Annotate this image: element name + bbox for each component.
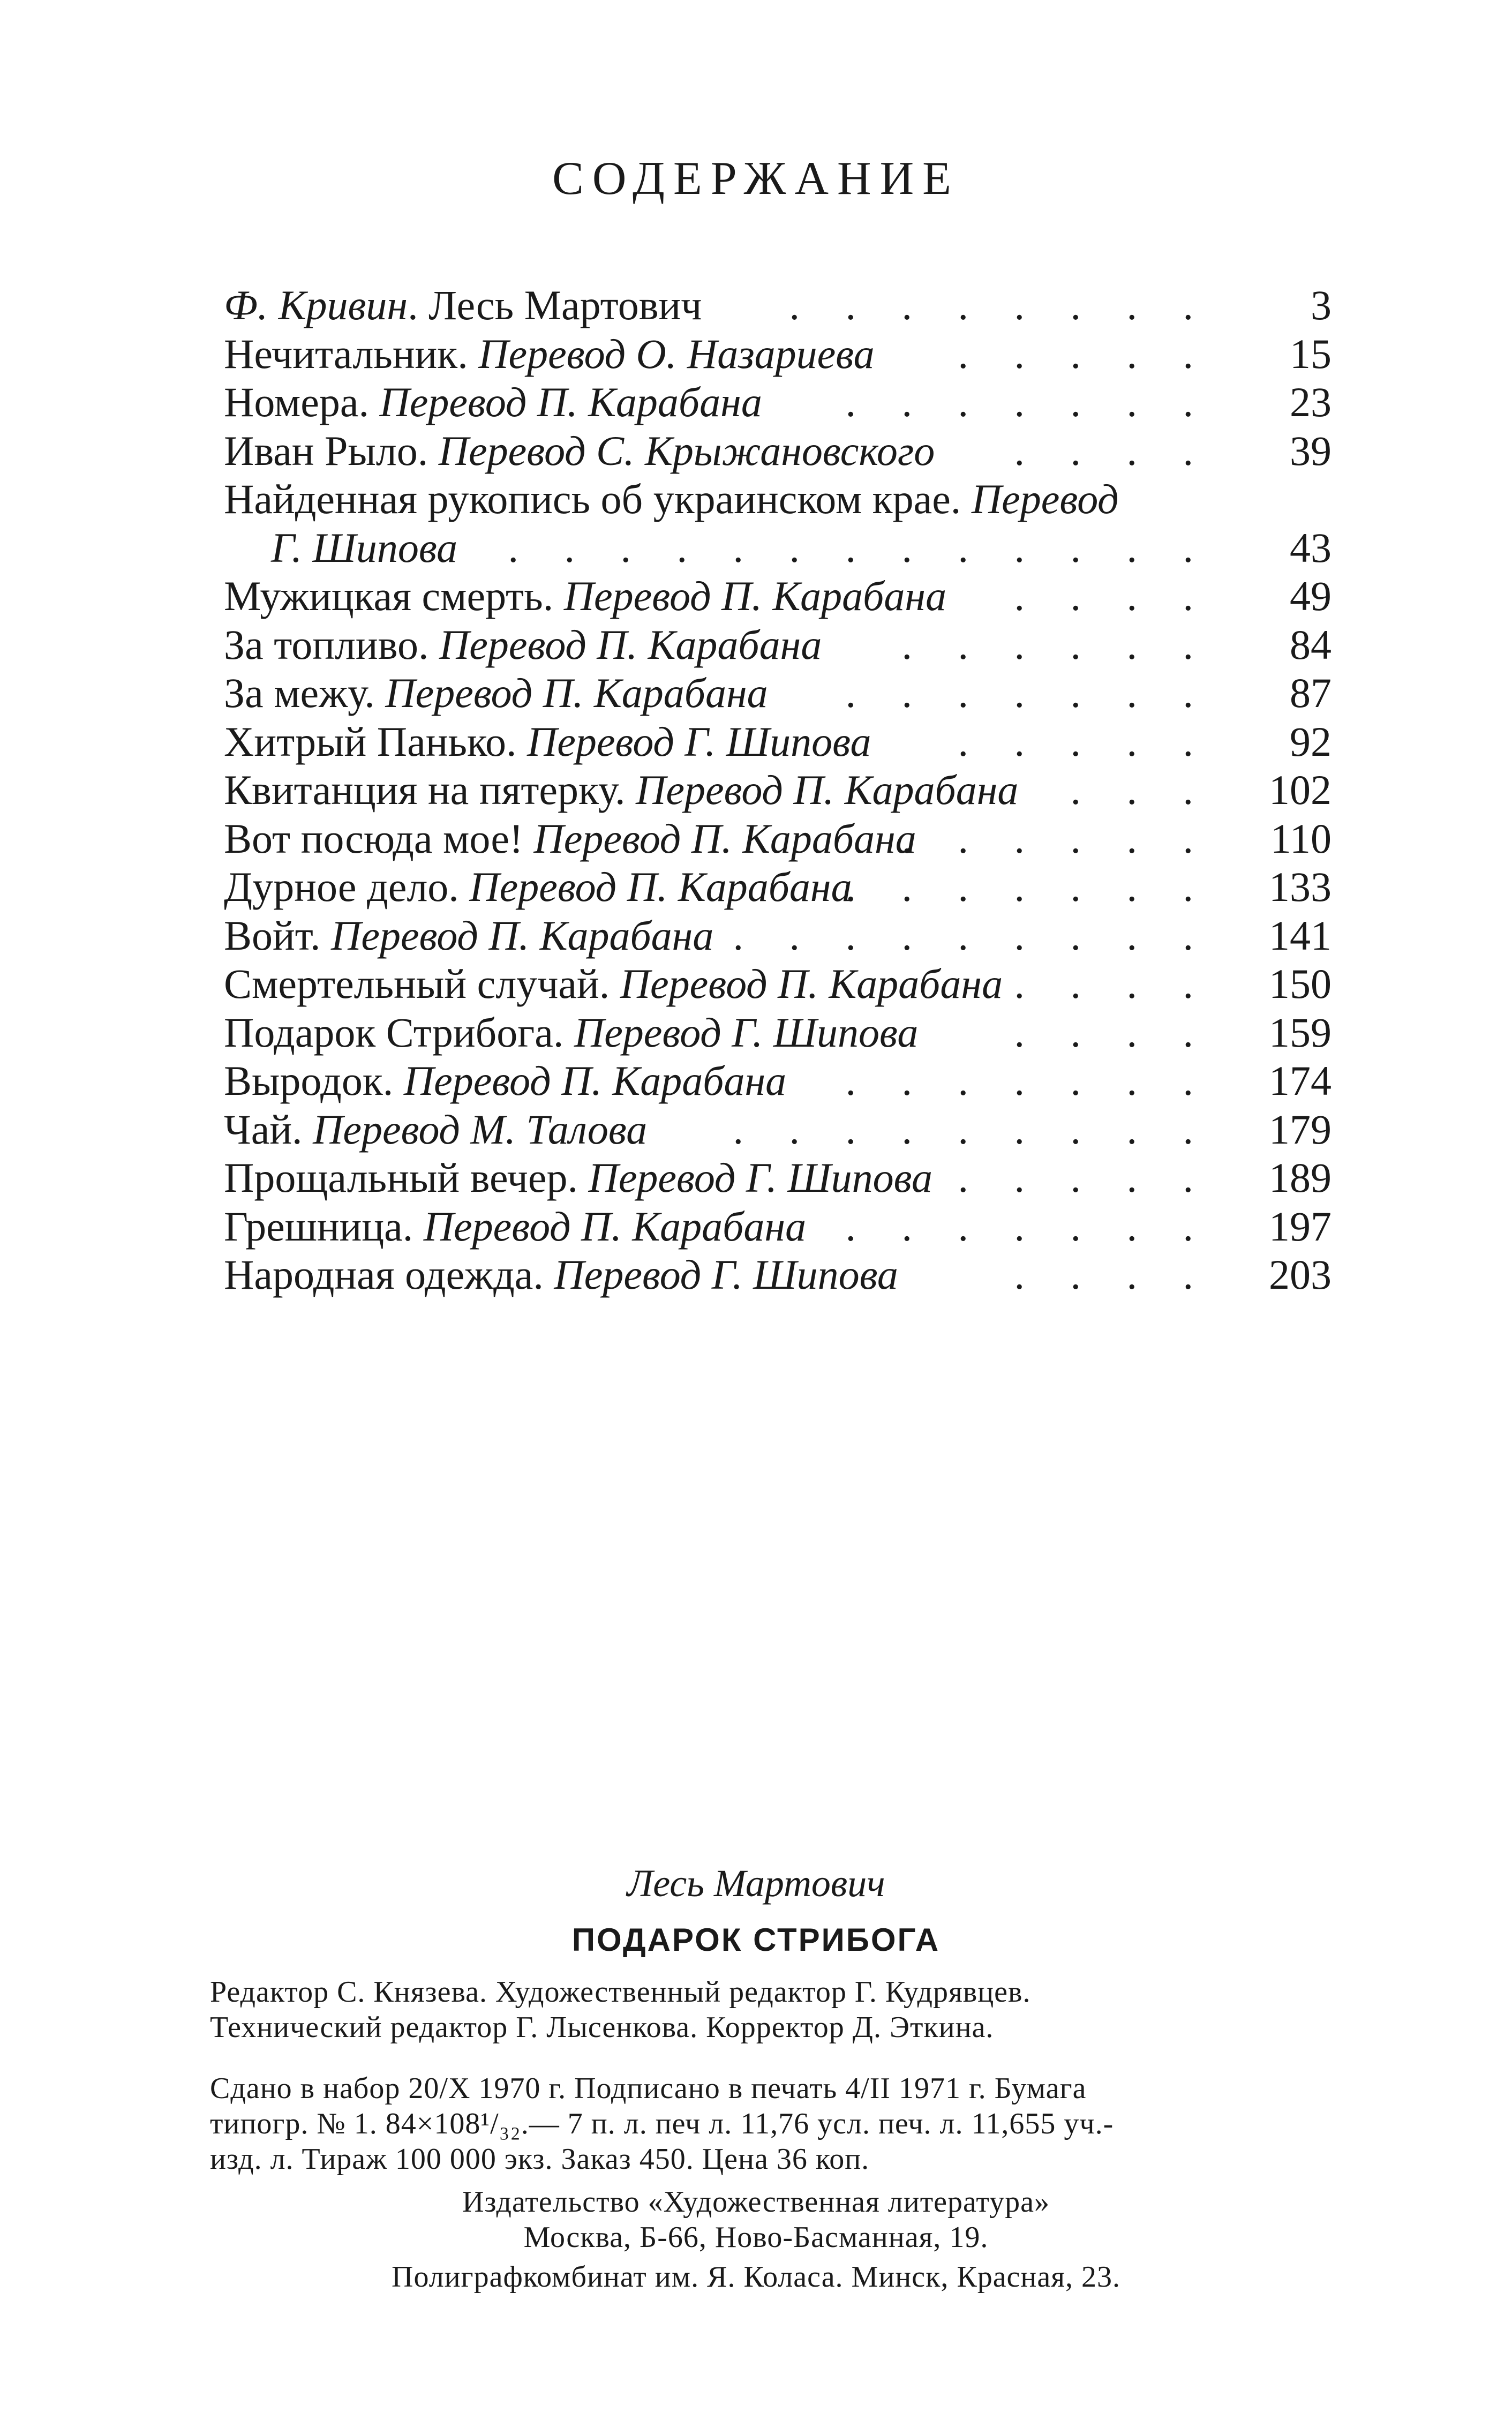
toc-entry-text [224, 621, 822, 670]
toc-leader-dots: . . . . [1014, 960, 1211, 1007]
toc-title: Дурное дело. [224, 863, 470, 910]
toc-page-number: 189 [1269, 1154, 1332, 1201]
toc-title: . Лесь Мартович [408, 282, 702, 328]
toc-title: Найденная рукопись об украинском крае. [224, 476, 972, 522]
toc-entry [224, 815, 1332, 863]
toc-entry-text [224, 378, 762, 427]
toc-translator: Перевод П. Карабана [379, 379, 762, 425]
toc-entry [224, 718, 1332, 766]
toc-leader-dots: . . . . . . . [845, 1203, 1211, 1250]
toc-leader-dots: . . . . . . [901, 621, 1211, 668]
toc-entry-text [224, 1154, 932, 1203]
toc-entry [224, 1154, 1332, 1203]
toc-page-number: 3 [1311, 282, 1332, 328]
toc-title: Номера. [224, 379, 380, 425]
toc-title: Прощальный вечер. [224, 1154, 589, 1201]
toc-entry-text [224, 281, 702, 330]
toc-title: Хитрый Панько. [224, 718, 527, 765]
toc-entry [224, 669, 1332, 718]
toc-translator: Перевод Г. Шипова [526, 718, 871, 765]
toc-entry [224, 960, 1332, 1009]
toc-page-number: 159 [1269, 1009, 1332, 1056]
toc-translator: Перевод П. Карабана [423, 1203, 807, 1250]
toc-page-number: 15 [1290, 330, 1332, 377]
toc-translator: Перевод Г. Шипова [554, 1251, 898, 1298]
colophon-print-line: типогр. № 1. 84×108¹/₃₂.— 7 п. л. печ л. 11,76 усл. печ. л. 11,655 уч.- [210, 2107, 1114, 2140]
toc-page-number: 39 [1290, 427, 1332, 474]
toc-entry-text [224, 766, 1018, 815]
colophon-print-line: изд. л. Тираж 100 000 экз. Заказ 450. Цена 36 коп. [210, 2143, 870, 2176]
toc-entry [224, 1009, 1332, 1057]
toc-page-number: 84 [1290, 621, 1332, 668]
toc-leader-dots: . . . [1070, 766, 1211, 813]
toc-translator: Перевод П. Карабана [563, 573, 947, 619]
toc-translator: Перевод П. Карабана [439, 621, 822, 668]
toc-leader-dots: . . . . [1014, 427, 1211, 474]
toc-entry [224, 766, 1332, 815]
toc-title: Нечитальник. [224, 330, 479, 377]
toc-translator: Перевод О. Назариева [478, 330, 875, 377]
toc-page-number: 174 [1269, 1057, 1332, 1104]
colophon-print-info [210, 2071, 1313, 2177]
toc-leader-dots: . . . . . . . [845, 379, 1211, 425]
colophon-editors-line: Технический редактор Г. Лысенкова. Корректор Д. Эткина. [210, 2011, 994, 2044]
colophon-printer [0, 2259, 1512, 2295]
toc-page-number: 110 [1270, 815, 1332, 862]
toc-page-number: 92 [1290, 718, 1332, 765]
toc-entry-text [224, 427, 935, 476]
toc-entry-text [224, 1203, 806, 1251]
toc-leader-dots: . . . . . [958, 330, 1211, 377]
toc-translator: Перевод П. Карабана [533, 815, 916, 862]
table-of-contents [224, 281, 1332, 1299]
toc-entry [224, 281, 1332, 330]
toc-translator: Перевод С. Крыжановского [438, 427, 935, 474]
toc-entry [224, 863, 1332, 912]
toc-entry-text [224, 718, 871, 766]
toc-leader-dots: . . . . [1014, 1009, 1211, 1056]
toc-title: Вот посюда мое! [224, 815, 534, 862]
toc-title: Чай. [224, 1106, 313, 1153]
colophon-print-line: Сдано в набор 20/X 1970 г. Подписано в печать 4/II 1971 г. Бумага [210, 2072, 1087, 2105]
toc-page-number: 133 [1269, 863, 1332, 910]
toc-leader-dots: . . . . . . . [845, 1057, 1211, 1104]
toc-entry [224, 621, 1332, 670]
toc-translator: Перевод Г. Шипова [574, 1009, 919, 1056]
toc-entry-text [224, 669, 768, 718]
toc-title: За межу. [224, 670, 386, 716]
toc-title: Войт. [224, 912, 331, 959]
toc-entry [224, 1203, 1332, 1251]
toc-title: Грешница. [224, 1203, 424, 1250]
toc-translator: Г. Шипова [271, 524, 458, 571]
toc-translator: Перевод [971, 476, 1119, 522]
toc-leader-dots: . . . . . . . [845, 670, 1211, 716]
colophon-publisher-line: Издательство «Художественная литература» [462, 2185, 1050, 2219]
toc-translator: Ф. Кривин [224, 282, 408, 328]
toc-translator: Перевод Г. Шипова [588, 1154, 932, 1201]
toc-leader-dots: . . . . . . . . [789, 282, 1211, 328]
toc-entry-text [224, 960, 1003, 1009]
toc-entry-text [224, 1057, 786, 1106]
toc-entry-text [271, 524, 457, 573]
toc-leader-dots: . . . . . . . [845, 863, 1211, 910]
colophon-author: Лесь Мартович [627, 1862, 885, 1905]
toc-page-number: 43 [1290, 524, 1332, 571]
toc-entry [224, 475, 1332, 524]
toc-page-number: 49 [1290, 573, 1332, 619]
toc-translator: Перевод П. Карабана [403, 1057, 787, 1104]
toc-title: Смертельный случай. [224, 960, 620, 1007]
toc-title: Подарок Стрибога. [224, 1009, 574, 1056]
toc-title: За топливо. [224, 621, 439, 668]
toc-leader-dots: . . . . [1014, 573, 1211, 619]
colophon-printer-line: Полиграфкомбинат им. Я. Коласа. Минск, Красная, 23. [392, 2260, 1120, 2294]
toc-entry [224, 1251, 1332, 1299]
toc-leader-dots: . . . . . . [901, 815, 1211, 862]
toc-page-number: 203 [1269, 1251, 1332, 1298]
toc-title: Иван Рыло. [224, 427, 439, 474]
toc-entry [224, 1057, 1332, 1106]
toc-entry-text [224, 912, 713, 960]
toc-entry [224, 912, 1332, 960]
colophon-book-title: ПОДАРОК СТРИБОГА [571, 1922, 941, 1958]
toc-page-number: 141 [1269, 912, 1332, 959]
toc-title: Народная одежда. [224, 1251, 554, 1298]
toc-entry-text [224, 815, 916, 863]
toc-title: Квитанция на пятерку. [224, 766, 636, 813]
colophon [0, 1864, 1512, 1956]
toc-translator: Перевод М. Талова [313, 1106, 648, 1153]
toc-entry [224, 330, 1332, 379]
toc-entry-text [224, 330, 875, 379]
toc-entry [224, 427, 1332, 476]
toc-leader-dots: . . . . . . . . . [733, 912, 1211, 959]
toc-entry [224, 572, 1332, 621]
toc-translator: Перевод П. Карабана [469, 863, 852, 910]
toc-page-number: 150 [1269, 960, 1332, 1007]
toc-translator: Перевод П. Карабана [620, 960, 1003, 1007]
toc-entry-text [224, 572, 946, 621]
toc-entry-text [224, 1009, 918, 1057]
toc-leader-dots: . . . . [1014, 1251, 1211, 1298]
toc-page-number: 102 [1269, 766, 1332, 813]
toc-page-number: 197 [1269, 1203, 1332, 1250]
toc-entry [224, 1106, 1332, 1154]
toc-translator: Перевод П. Карабана [636, 766, 1019, 813]
toc-translator: Перевод П. Карабана [331, 912, 714, 959]
toc-entry [224, 524, 1332, 573]
toc-leader-dots: . . . . . [958, 1154, 1211, 1201]
colophon-publisher-line: Москва, Б-66, Ново-Басманная, 19. [523, 2221, 989, 2254]
page-title: СОДЕРЖАНИЕ [552, 153, 960, 205]
toc-translator: Перевод П. Карабана [385, 670, 768, 716]
colophon-editors-line: Редактор С. Князева. Художественный редактор Г. Кудрявцев. [210, 1975, 1031, 2009]
toc-title: Выродок. [224, 1057, 404, 1104]
toc-entry-text [224, 863, 852, 912]
toc-entry [224, 378, 1332, 427]
toc-leader-dots: . . . . . . . . . . . . . [508, 524, 1211, 571]
toc-title: Мужицкая смерть. [224, 573, 564, 619]
colophon-editors [210, 1974, 1313, 2045]
colophon-publisher [0, 2184, 1512, 2255]
toc-leader-dots: . . . . . . . . . [733, 1106, 1211, 1153]
toc-page-number: 23 [1290, 379, 1332, 425]
toc-leader-dots: . . . . . [958, 718, 1211, 765]
toc-entry-text [224, 1251, 898, 1299]
toc-entry-text [224, 1106, 647, 1154]
toc-entry-text [224, 475, 1119, 524]
toc-page-number: 87 [1290, 670, 1332, 716]
toc-page-number: 179 [1269, 1106, 1332, 1153]
